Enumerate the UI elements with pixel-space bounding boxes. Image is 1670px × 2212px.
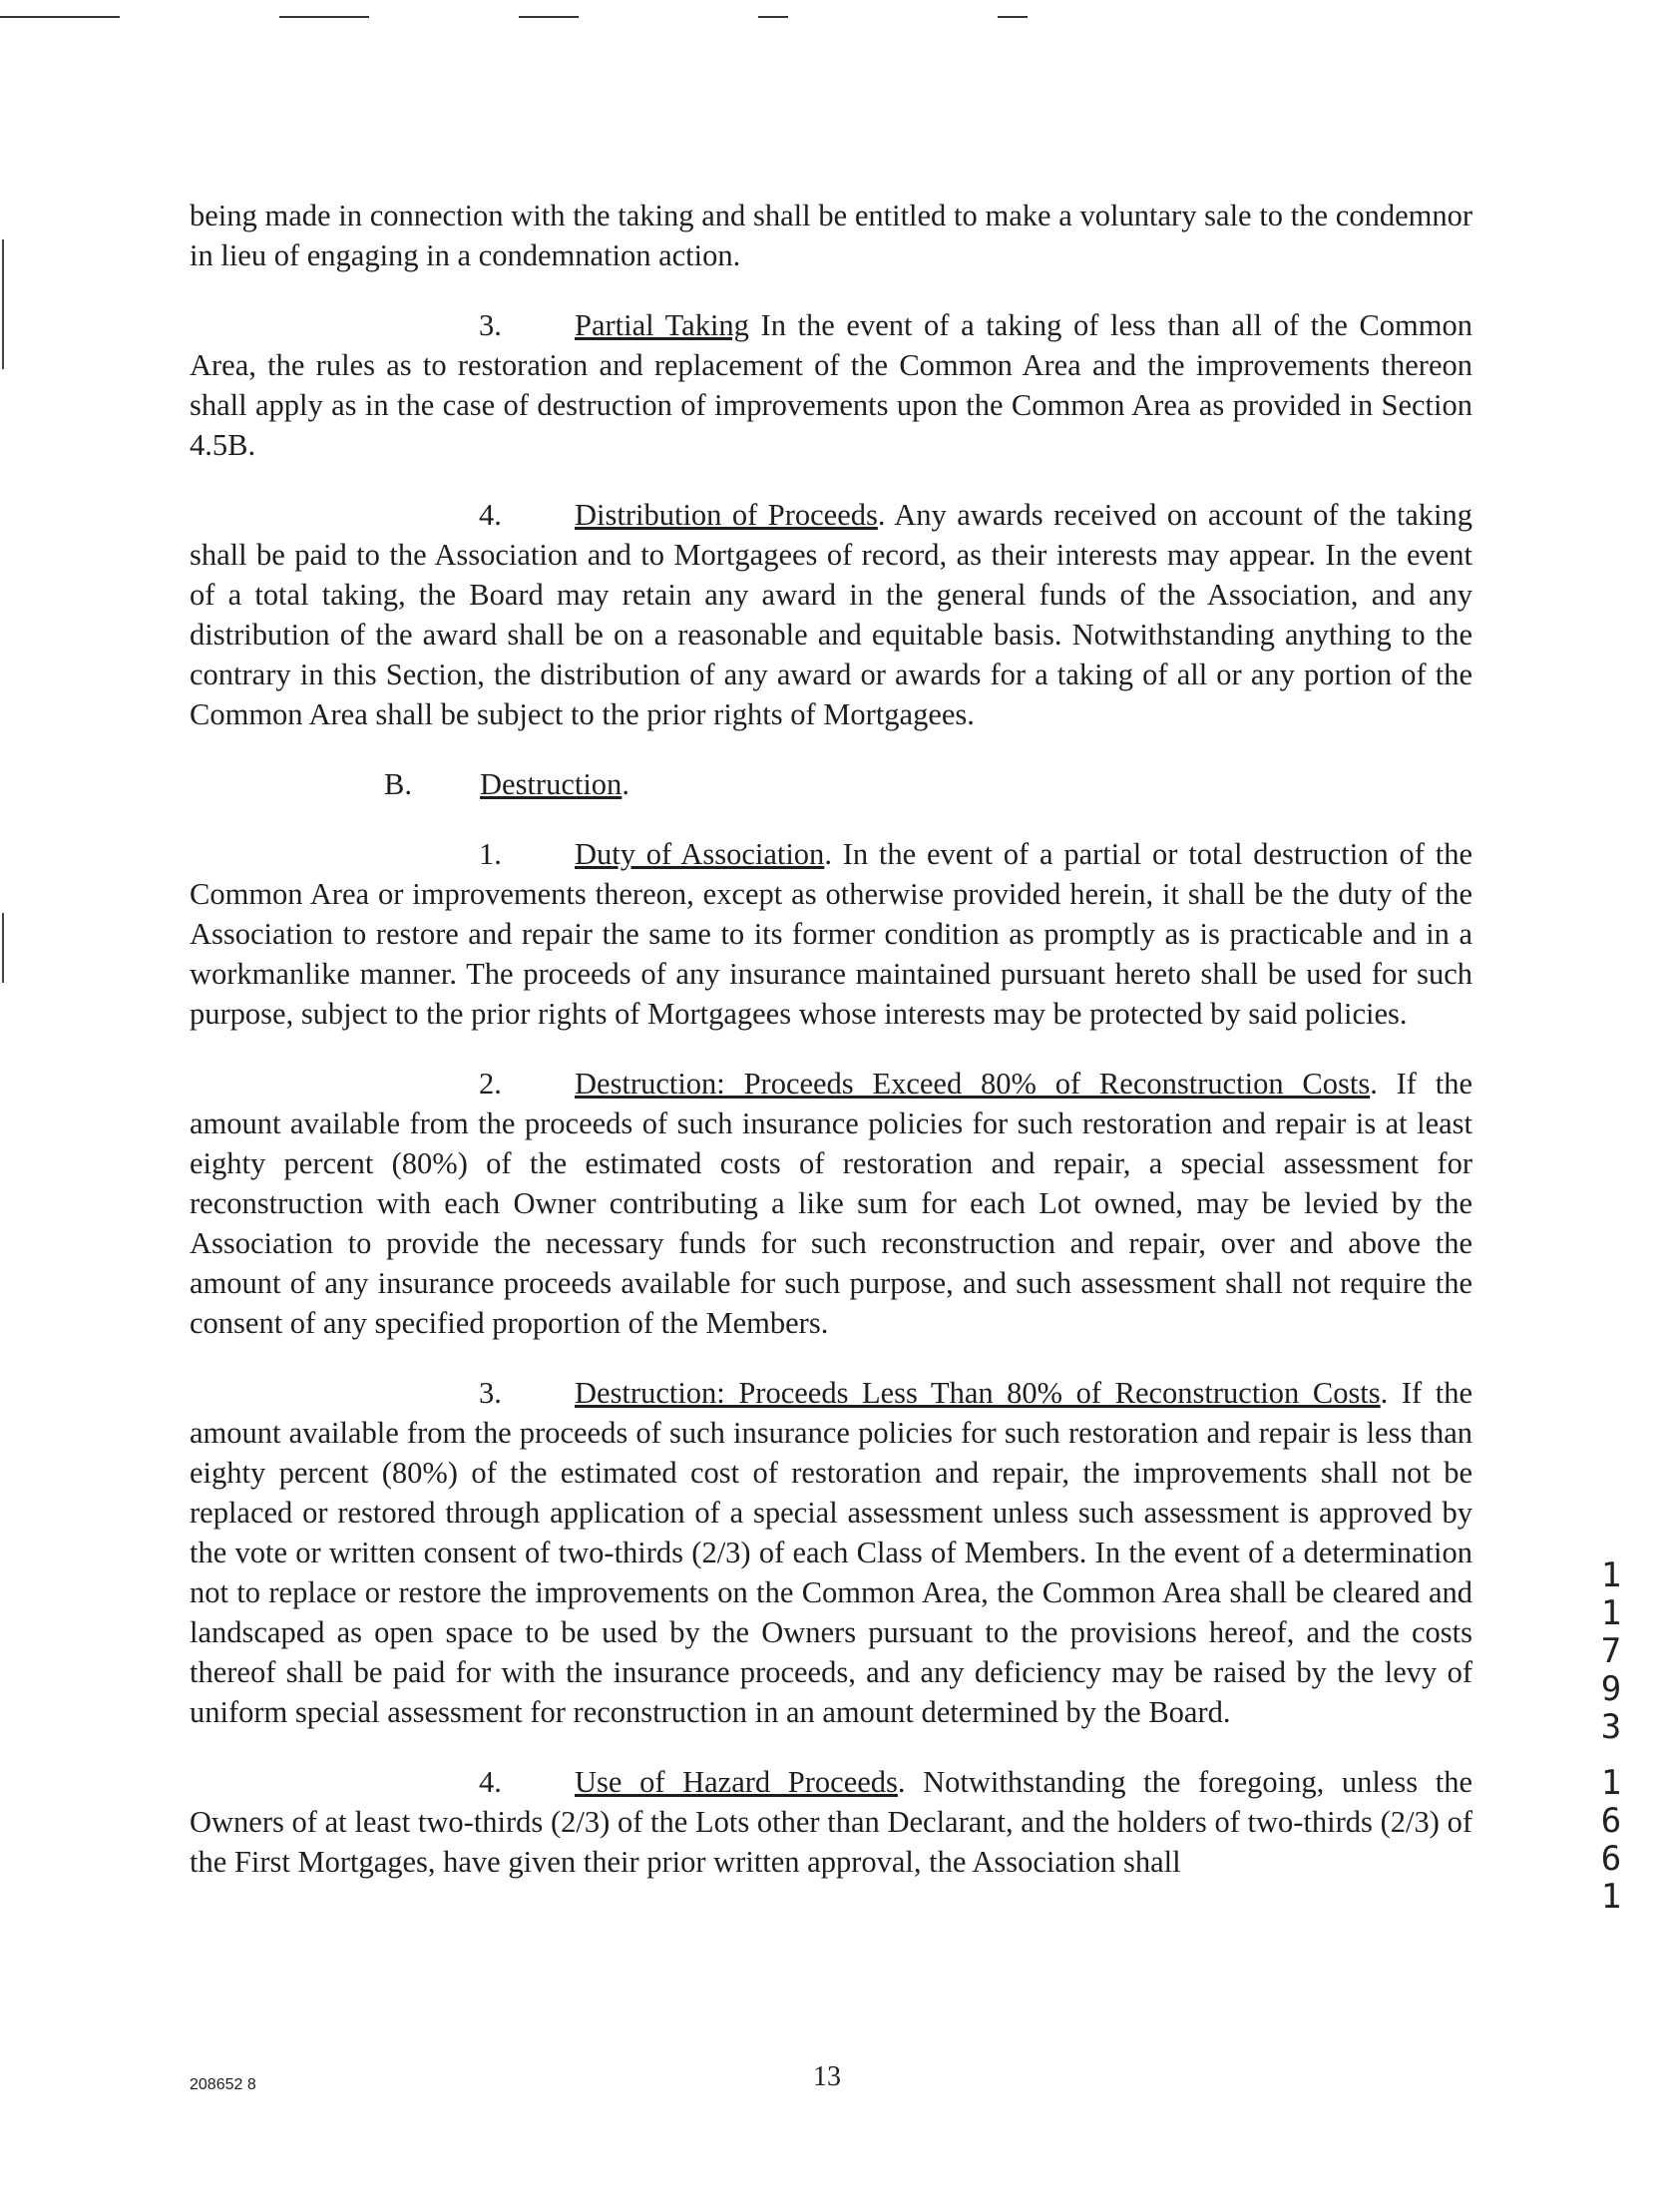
section-heading: Partial Taking xyxy=(575,308,749,342)
item-number: 3. xyxy=(479,1376,502,1410)
subsection-letter: B. xyxy=(384,767,412,801)
paragraph-duty-of-association xyxy=(190,834,1472,1034)
margin-mark xyxy=(2,913,4,983)
scan-mark xyxy=(0,16,120,18)
paragraph-proceeds-exceed xyxy=(190,1064,1472,1343)
paragraph-text: . In the event of a partial or total destruction of the Common Area or improvements thereon, except as otherwise provided herein, it shall be the duty of the Association to restore and repair the same to its former condition as promptly as is practicable and in a workmanlike manner. The proceeds of any insurance maintained pursuant hereto shall be used for such purpose, subject to the prior rights of Mortgagees whose interests may be protected by said policies. xyxy=(190,837,1472,1031)
paragraph-proceeds-less-than xyxy=(190,1373,1472,1732)
subsection-tail: . xyxy=(622,767,629,801)
scan-mark xyxy=(998,16,1028,18)
margin-mark xyxy=(2,239,4,369)
item-number: 1. xyxy=(479,837,502,871)
stamp-digit: 6 xyxy=(1600,1839,1622,1879)
stamp-digit: 9 xyxy=(1600,1669,1622,1709)
scan-mark xyxy=(758,16,788,18)
section-heading: Destruction: Proceeds Exceed 80% of Reconstruction Costs xyxy=(575,1067,1371,1101)
stamp-digit: 1 xyxy=(1600,1877,1622,1917)
item-number: 4. xyxy=(479,1765,502,1799)
paragraph-text: . Any awards received on account of the taking shall be paid to the Association and to Mortgagees of record, as their interests may appear. In the event of a total taking, the Board may retain any award in the general funds of the Association, and any distribution of the award shall be on a reasonable and equitable basis. Notwithstanding anything to the contrary in this Section, the distribution of any award or awards for a taking of all or any portion of the Common Area shall be subject to the prior rights of Mortgagees. xyxy=(190,498,1472,731)
stamp-digit: 3 xyxy=(1600,1707,1622,1747)
scan-mark xyxy=(519,16,579,18)
paragraph-text: In the event of a taking of less than all of the Common Area, the rules as to restoration and replacement of the Common Area and the improvements thereon shall apply as in the case of destruction of improvements upon the Common Area as provided in Section 4.5B. xyxy=(190,308,1473,462)
paragraph-use-of-hazard-proceeds xyxy=(190,1762,1472,1882)
paragraph-partial-taking xyxy=(190,305,1472,465)
stamp-digit: 7 xyxy=(1600,1631,1622,1671)
document-id: 208652 8 xyxy=(190,2076,256,2093)
page-number: 13 xyxy=(813,2061,841,2092)
stamp-gap xyxy=(1596,1746,1626,1764)
document-body xyxy=(190,196,1472,1912)
paragraph-text: . If the amount available from the proceeds of such insurance policies for such restoration and repair is less than eighty percent (80%) of the estimated cost of restoration and repair, the improvements shall not be replaced or restored through application of a special assessment unless such assessment is approved by the vote or written consent of two-thirds (2/3) of each Class of Members. In the event of a determination not to replace or restore the improvements on the Common Area, the Common Area shall be cleared and landscaped as open space to be used by the Owners pursuant to the provisions hereof, and the costs thereof shall be paid for with the insurance proceeds, and any deficiency may be raised by the levy of uniform special assessment for reconstruction in an amount determined by the Board. xyxy=(190,1376,1472,1729)
item-number: 4. xyxy=(479,498,502,532)
recording-stamp xyxy=(1596,1556,1626,1916)
stamp-digit: 1 xyxy=(1600,1555,1622,1595)
stamp-digit: 1 xyxy=(1600,1763,1622,1803)
section-heading: Duty of Association xyxy=(575,837,825,871)
paragraph-distribution-of-proceeds xyxy=(190,495,1472,734)
section-heading: Distribution of Proceeds xyxy=(575,498,878,532)
subsection-heading: Destruction xyxy=(480,767,623,801)
section-heading: Destruction: Proceeds Less Than 80% of Reconstruction Costs xyxy=(575,1376,1381,1410)
item-number: 2. xyxy=(479,1067,502,1101)
paragraph-continuation: being made in connection with the taking and shall be entitled to make a voluntary sale to the condemnor in lieu of engaging in a condemnation action. xyxy=(190,199,1472,272)
paragraph-text: . If the amount available from the proceeds of such insurance policies for such restoration and repair is at least eighty percent (80%) of the estimated costs of restoration and repair, a special assessment for reconstruction with each Owner contributing a like sum for each Lot owned, may be levied by the Association to provide the necessary funds for such reconstruction and repair, over and above the amount of any insurance proceeds available for such purpose, and such assessment shall not require the consent of any specified proportion of the Members. xyxy=(190,1067,1473,1340)
paragraph-text: . Notwithstanding the foregoing, unless the Owners of at least two-thirds (2/3) of the Lots other than Declarant, and the holders of two-thirds (2/3) of the First Mortgages, have given their prior written approval, the Association shall xyxy=(190,1765,1472,1879)
section-heading: Use of Hazard Proceeds xyxy=(575,1765,898,1799)
stamp-digit: 1 xyxy=(1600,1593,1622,1633)
subsection-destruction xyxy=(190,764,1472,804)
item-number: 3. xyxy=(479,308,502,342)
stamp-digit: 6 xyxy=(1600,1801,1622,1841)
scan-mark xyxy=(279,16,369,18)
